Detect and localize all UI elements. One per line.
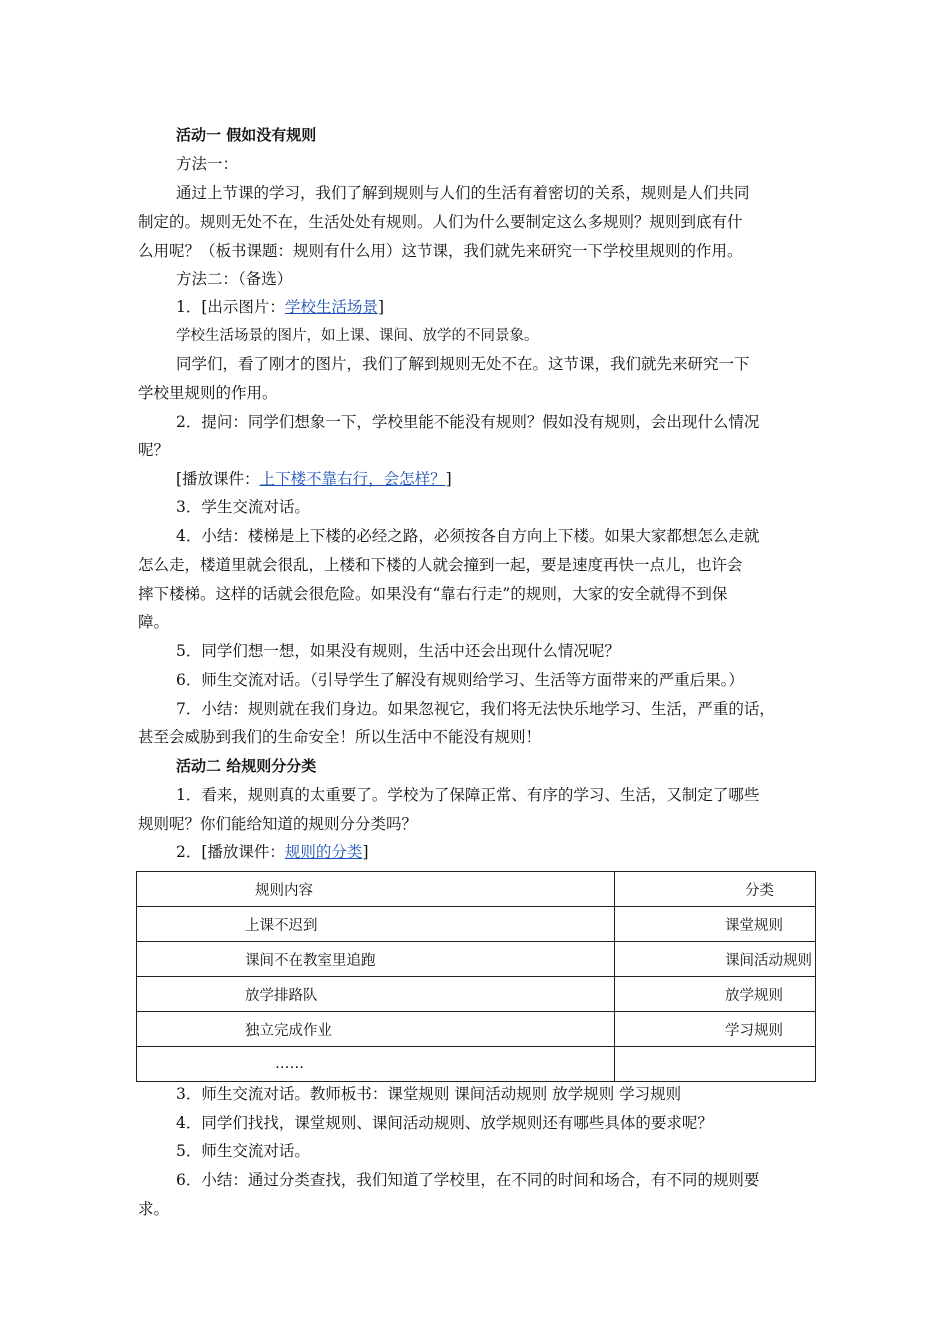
method1-para-line: 么用呢？（板书课题：规则有什么用）这节课，我们就先来研究一下学校里规则的作用。 [138,242,743,260]
stairs-courseware-link[interactable]: 上下楼不靠右行，会怎样？ [259,470,446,488]
step4-line: 怎么走，楼道里就会很乱，上楼和下楼的人就会撞到一起，要是速度再快一点儿，也许会 [138,556,743,574]
table-row [137,907,816,942]
step7-line: 7．小结：规则就在我们身边。如果忽视它，我们将无法快乐地学习、生活，严重的话， [176,700,775,718]
image-description: 学校生活场景的图片，如上课、课间、放学的不同景象。 [176,328,539,344]
a2-step5: 5．师生交流对话。 [176,1142,310,1160]
step6: 6．师生交流对话。（引导学生了解没有规则给学习、生活等方面带来的严重后果。） [176,671,744,689]
after-image-line: 同学们，看了刚才的图片，我们了解到规则无处不在。这节课，我们就先来研究一下 [176,355,750,373]
table-cell-category [615,1047,816,1082]
step1-show-image [176,293,818,322]
table-cell-rule: 放学排路队 [137,977,615,1012]
table-cell-category: 学习规则 [615,1012,816,1047]
a2-step4: 4．同学们找找，课堂规则、课间活动规则、放学规则还有哪些具体的要求呢？ [176,1114,713,1132]
step2-line: 呢？ [138,441,170,459]
table-row [137,977,816,1012]
a2-step6-line: 求。 [138,1200,170,1218]
step1-prefix: 1．[出示图片： [176,298,285,316]
table-row [137,1012,816,1047]
method1-para-line: 制定的。规则无处不在，生活处处有规则。人们为什么要制定这么多规则？规则到底有什 [138,213,743,231]
rule-classification-link[interactable]: 规则的分类 [284,843,363,861]
table-cell-category: 课堂规则 [615,907,816,942]
a2-step1-line: 1．看来，规则真的太重要了。学校为了保障正常、有序的学习、生活，又制定了哪些 [176,786,760,804]
table-cell-rule: 课间不在教室里追跑 [137,942,615,977]
step3: 3．学生交流对话。 [176,498,310,516]
table-cell-category: 放学规则 [615,977,816,1012]
step2-line: 2．提问：同学们想象一下，学校里能不能没有规则？假如没有规则，会出现什么情况 [176,413,760,431]
play-courseware [176,465,818,494]
rule-classification-table [136,871,816,1082]
table-cell-rule: …… [137,1047,615,1082]
activity1-title: 活动一 假如没有规则 [176,126,317,144]
step4-line: 4．小结：楼梯是上下楼的必经之路，必须按各自方向上下楼。如果大家都想怎么走就 [176,527,760,545]
play-prefix: [播放课件： [176,470,260,488]
step4-line: 障。 [138,613,170,631]
table-header-row [137,872,816,907]
a2-step2-prefix: 2．[播放课件： [176,843,285,861]
after-image-line: 学校里规则的作用。 [138,384,278,402]
table-row [137,942,816,977]
step1-suffix: ] [377,298,384,316]
a2-step2 [176,838,818,867]
step5: 5．同学们想一想，如果没有规则，生活中还会出现什么情况呢？ [176,642,620,660]
table-row [137,1047,816,1082]
play-suffix: ] [445,470,452,488]
table-cell-rule: 独立完成作业 [137,1012,615,1047]
method1-para-line: 通过上节课的学习，我们了解到规则与人们的生活有着密切的关系，规则是人们共同 [176,184,750,202]
step4-line: 摔下楼梯。这样的话就会很危险。如果没有“靠右行走”的规则，大家的安全就得不到保 [138,585,728,603]
a2-step3: 3．师生交流对话。教师板书：课堂规则 课间活动规则 放学规则 学习规则 [176,1085,682,1103]
method1-label: 方法一： [176,155,239,173]
header-category: 分类 [615,872,816,907]
step7-line: 甚至会威胁到我们的生命安全！所以生活中不能没有规则！ [138,728,542,746]
method2-label: 方法二：（备选） [176,270,293,288]
a2-step6-line: 6．小结：通过分类查找，我们知道了学校里，在不同的时间和场合，有不同的规则要 [176,1171,760,1189]
school-life-scene-link[interactable]: 学校生活场景 [284,298,378,316]
a2-step2-suffix: ] [362,843,369,861]
activity2-title: 活动二 给规则分分类 [176,757,317,775]
a2-step1-line: 规则呢？你们能给知道的规则分分类吗？ [138,815,418,833]
header-rule-content: 规则内容 [137,872,615,907]
table-cell-rule: 上课不迟到 [137,907,615,942]
table-cell-category: 课间活动规则 [615,942,816,977]
